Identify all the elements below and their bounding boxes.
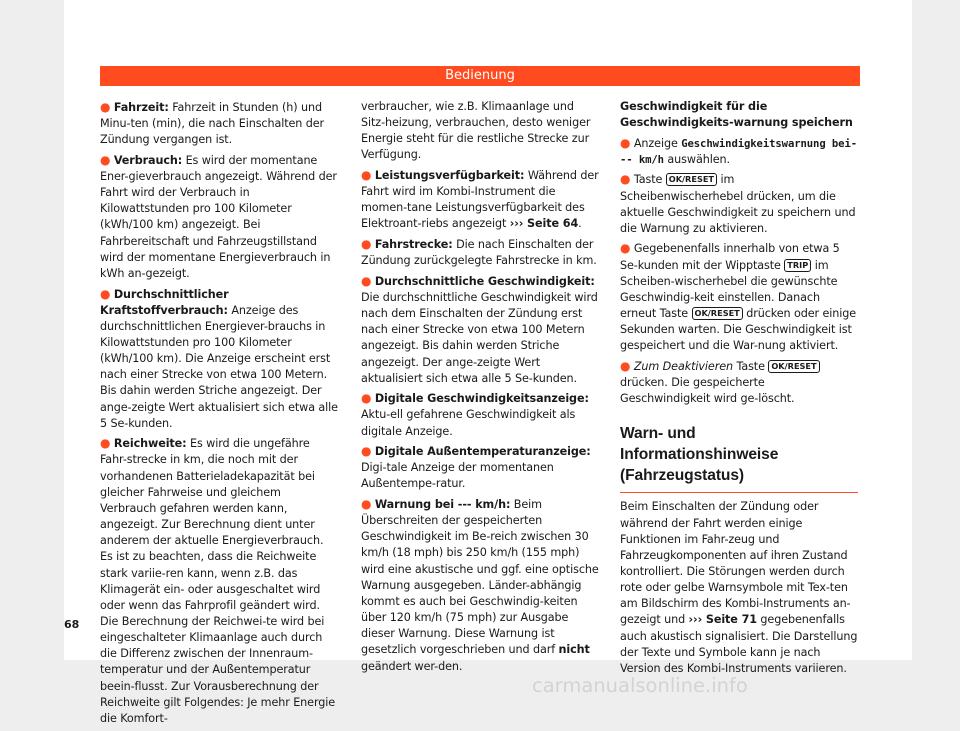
- term: Verbrauch:: [113, 153, 183, 167]
- list-item: [100, 286, 338, 432]
- display-menu-text: Geschwindigkeitswarnung bei--- km/h: [620, 137, 858, 166]
- list-item: [361, 273, 599, 387]
- term: Durchschnittlicher Kraftstoffverbrauch:: [100, 287, 229, 317]
- bullet-icon: ●: [361, 444, 372, 459]
- chapter-header: Bedienung: [100, 66, 860, 86]
- list-item: [100, 99, 338, 148]
- ok-reset-key-icon: OK/RESET: [692, 307, 743, 320]
- term: Digitale Geschwindigkeitsanzeige:: [374, 392, 589, 406]
- bullet-icon: ●: [100, 100, 111, 114]
- term: Reichweite:: [113, 437, 187, 451]
- term: Warnung bei --- km/h:: [374, 497, 511, 511]
- section-heading: Warn- und Informationshinweise (Fahrzeugstatus): [620, 423, 858, 493]
- list-item: ● Gegebenenfalls innerhalb von etwa 5 Se-kunden mit der Wipptaste TRIP im Scheiben-wischerhebel die gewünschte Geschwindig-keit einstellen. Danach erneut Taste OK/RESET drücken oder einige Sekunden warten. Die Geschwindigkeit ist gespeichert und die War-nung aktiviert.: [620, 241, 857, 353]
- trip-key-icon: TRIP: [784, 259, 811, 272]
- list-item: [100, 152, 338, 282]
- description: Aktu-ell gefahrene Geschwindigkeit als digitale Anzeige.: [361, 408, 576, 438]
- bullet-icon: ●: [361, 237, 372, 252]
- bullet-icon: ●: [620, 358, 631, 373]
- column-2: [361, 99, 599, 678]
- description: Anzeige des durchschnittlichen Energiever-brauchs in Kilowattstunden pro 100 Kilometer (kWh/100 km). Die Anzeige erscheint erst nach einer Strecke von etwa 100 Metern. Bis dahin werden Striche angezeigt. Der ange-zeigte Wert aktualisiert sich etwa alle 5 Se-kunden.: [100, 303, 338, 430]
- page-reference-link[interactable]: ››› Seite 64: [509, 217, 579, 231]
- list-item: [100, 435, 338, 727]
- bullet-icon: ●: [620, 172, 631, 187]
- description: Die durchschnittliche Geschwindigkeit wird nach dem Einschalten der Zündung erst nach einer Strecke von etwa 100 Metern angezeigt. Bis dahin werden Striche angezeigt. Der ange-zeigte Wert aktualisiert sich etwa alle 5 Se-kunden.: [361, 290, 598, 385]
- subheading: Geschwindigkeit für die Geschwindigkeits-warnung speichern: [620, 100, 853, 130]
- description: Es wird der momentane Ener-gieverbrauch angezeigt. Während der Fahrt wird der Verbrauch in Kilowattstunden pro 100 Kilometer (kWh/100 km) angezeigt. Bei Fahrbereitschaft und Fahrzeugstillstand wird der momentane Energieverbrauch in kWh an-gezeigt.: [100, 153, 337, 280]
- bullet-icon: ●: [620, 135, 631, 150]
- bullet-icon: ●: [620, 241, 631, 256]
- column-3: [620, 99, 858, 680]
- description: Während der Fahrt wird im Kombi-Instrument die momen-tane Leistungsverfügbarkeit des Elektroant-riebs angezeigt: [361, 169, 599, 231]
- list-item: [361, 443, 599, 492]
- emphasis: nicht: [558, 643, 590, 657]
- term: Durchschnittliche Geschwindigkeit:: [374, 274, 595, 288]
- ok-reset-key-icon: OK/RESET: [666, 173, 717, 186]
- list-item: ● Taste OK/RESET im Scheibenwischerhebel drücken, um die aktuelle Geschwindigkeit zu speichern und die Warnung zu aktivieren.: [620, 172, 856, 235]
- term: Fahrstrecke:: [374, 238, 453, 252]
- list-item: ● Leistungsverfügbarkeit: Während der Fahrt wird im Kombi-Instrument die momen-tane Leistungsverfügbarkeit des Elektroant-riebs angezeigt ››› Seite 64.: [361, 168, 599, 231]
- bullet-icon: ●: [361, 273, 372, 288]
- description: Die nach Einschalten der Zündung zurückgelegte Fahrstrecke in km.: [361, 238, 597, 268]
- watermark: carmanualsonline.info: [532, 674, 748, 697]
- bullet-icon: ●: [361, 391, 372, 406]
- column-1: [100, 99, 338, 731]
- list-item: [361, 496, 599, 675]
- bullet-icon: ●: [361, 168, 372, 183]
- ok-reset-key-icon: OK/RESET: [768, 360, 819, 373]
- bullet-icon: ●: [100, 286, 111, 301]
- description: Fahrzeit in Stunden (h) und Minu-ten (min), die nach Einschalten der Zündung vergangen ist.: [100, 101, 325, 147]
- continued-text: verbraucher, wie z.B. Klimaanlage und Sitz-heizung, verbrauchen, desto weniger Energie steht für die restliche Strecke zur Verfügung.: [361, 100, 591, 162]
- description: Beim Überschreiten der gespeicherten Geschwindigkeit im Be-reich zwischen 30 km/h (18 mph) bis 250 km/h (155 mph) wird eine akustische und ggf. eine optische Warnung ausgegeben. Länder-abhängig kommt es auch bei Geschwindig-keiten über 120 km/h (75 mph) zur Ausgabe dieser Warnung. Diese Warnung ist gesetzlich vorgeschrieben und darf: [361, 497, 599, 657]
- page-reference-link[interactable]: ››› Seite 71: [688, 613, 757, 627]
- page-number: 68: [64, 618, 80, 631]
- description-tail: geändert wer-den.: [361, 659, 463, 673]
- term: Fahrzeit:: [113, 101, 169, 114]
- term: Leistungsverfügbarkeit:: [374, 169, 525, 183]
- list-item: ● Anzeige Geschwindigkeitswarnung bei--- km/h auswählen.: [620, 135, 858, 166]
- description: Digi-tale Anzeige der momentanen Außentempe-ratur.: [361, 461, 554, 491]
- list-item: ● Zum Deaktivieren Taste OK/RESET drücken. Die gespeicherte Geschwindigkeit wird ge-löscht.: [620, 358, 858, 407]
- list-item: [361, 236, 599, 269]
- body-paragraph: Beim Einschalten der Zündung oder während der Fahrt werden einige Funktionen im Fahr-zeug und Fahrzeugkomponenten auf ihren Zustand kontrolliert. Die Störungen werden durch rote oder gelbe Warnsymbole mit Tex-ten am Bildschirm des Kombi-Instruments an-gezeigt und ››› Seite 71 gegebenenfalls auch akustisch signalisiert. Die Darstellung der Texte und Symbole kann je nach Version des Kombi-Instruments variieren.: [620, 500, 858, 675]
- list-item: [361, 390, 599, 439]
- description: Es wird die ungefähre Fahr-strecke in km, die noch mit der vorhandenen Batterieladekapazität bei gleicher Fahrweise und gleichem Verbrauch gefahren werden kann, angezeigt. Zur Berechnung dient unter anderem der aktuelle Energieverbrauch. Es ist zu beachten, dass die Reichweite stark variie-ren kann, wenn z.B. das Klimagerät ein- oder ausgeschaltet wird oder wenn das Fahrprofil geändert wird. Die Berechnung der Reichwei-te wird bei eingeschalteter Klimaanlage auch durch die Differenz zwischen der Innenraum-temperatur und der Außentemperatur beein-flusst. Zur Vorausberechnung der Reichweite gilt Folgendes: Je mehr Energie die Komfort-: [100, 437, 336, 725]
- bullet-icon: ●: [100, 436, 111, 451]
- term: Digitale Außentemperaturanzeige:: [374, 445, 591, 459]
- bullet-icon: ●: [361, 496, 372, 511]
- bullet-icon: ●: [100, 152, 111, 167]
